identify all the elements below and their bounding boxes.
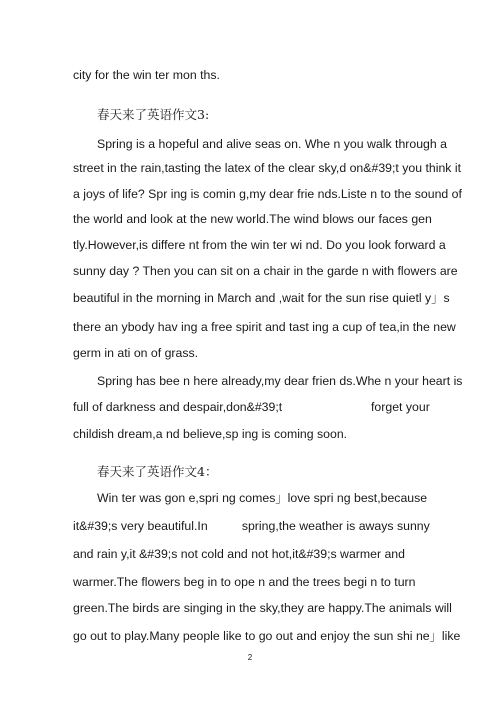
text-line: full of darkness and despair,don&#39;t forget your [73, 400, 430, 414]
text-line: a joys of life? Spr ing is comin g,my dear frie nds.Liste n to the sound of [73, 187, 462, 201]
text-line: Spring has bee n here already,my dear frien ds.Whe n your heart is [97, 374, 463, 388]
text-line: warmer.The flowers beg in to ope n and the trees begi n to turn [73, 575, 416, 589]
text-line: it&#39;s very beautiful.In spring,the weather is aways sunny [73, 519, 430, 533]
text-line: city for the win ter mon ths. [73, 68, 220, 82]
text-line: Spring is a hopeful and alive seas on. Whe n you walk through a [97, 137, 447, 151]
text-line: beautiful in the morning in March and ,wait for the sun rise quietl y」s [73, 291, 450, 305]
text-line: street in the rain,tasting the latex of the clear sky,d on&#39;t you think it [73, 161, 462, 175]
section-heading: 春天来了英语作文4： [97, 464, 218, 479]
text-line: and rain y,it &#39;s not cold and not hot,it&#39;s warmer and [73, 547, 405, 561]
text-line: tly.However,is differe nt from the win ter wi nd. Do you look forward a [73, 238, 446, 252]
text-line: sunny day ? Then you can sit on a chair in the garde n with flowers are [73, 264, 458, 278]
text-line: the world and look at the new world.The wind blows our faces gen [73, 212, 432, 226]
text-line: germ in ati on of grass. [73, 346, 199, 360]
page-number: 2 [247, 653, 253, 662]
text-line: there an ybody hav ing a free spirit and tast ing a cup of tea,in the new [73, 320, 456, 334]
text-line: childish dream,a nd believe,sp ing is coming soon. [73, 427, 348, 441]
text-line: go out to play.Many people like to go out and enjoy the sun shi ne」like [73, 629, 461, 643]
section-heading: 春天来了英语作文3: [97, 107, 210, 122]
text-line: green.The birds are singing in the sky,they are happy.The animals will [73, 601, 452, 615]
text-line: Win ter was gon e,spri ng comes」love spri ng best,because [97, 491, 428, 505]
